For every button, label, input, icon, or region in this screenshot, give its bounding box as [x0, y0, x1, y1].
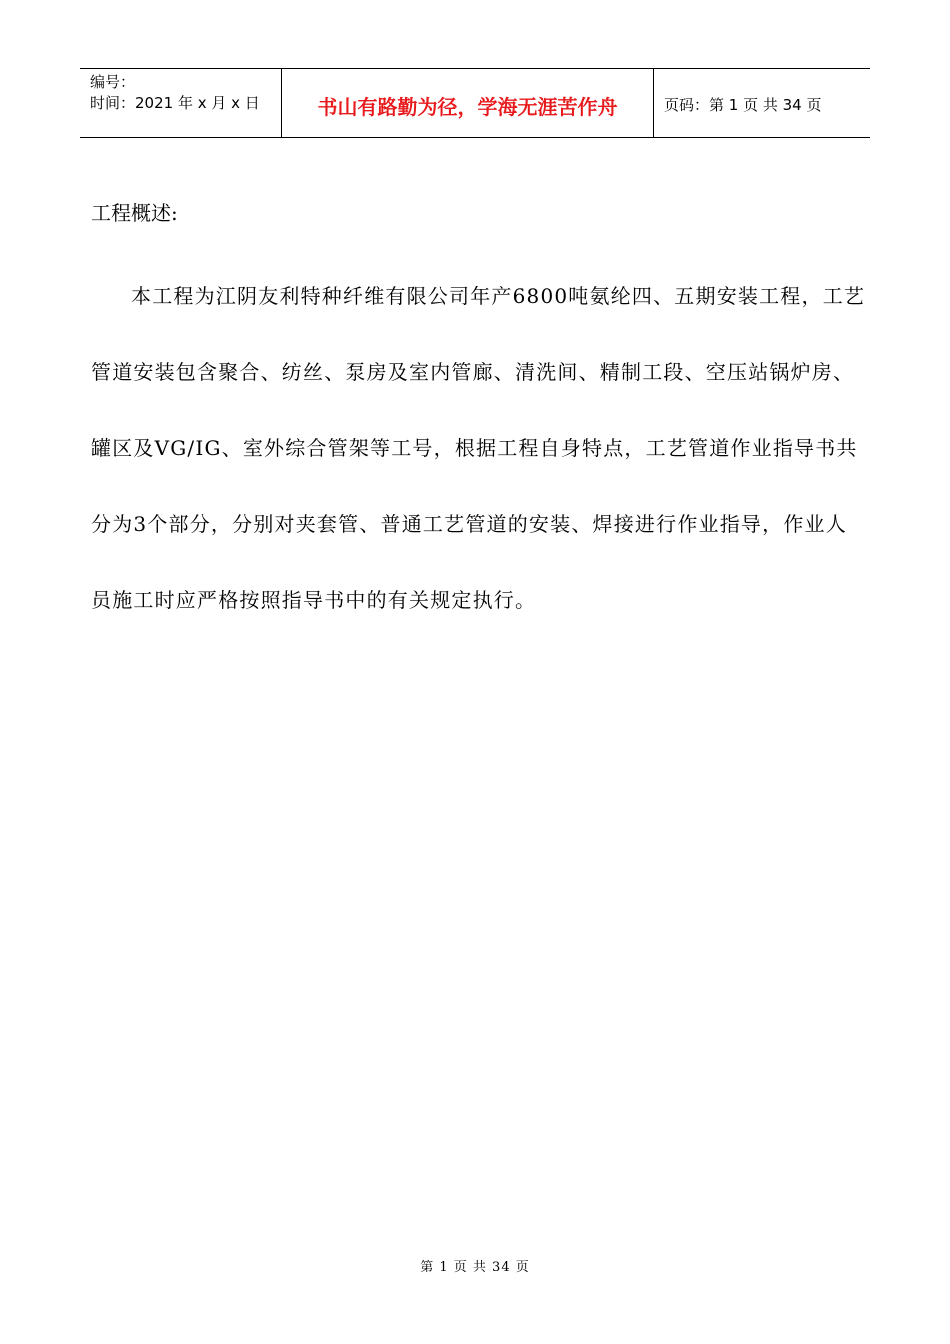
- document-body: [91, 188, 866, 638]
- document-number-label: 编号：: [90, 73, 136, 91]
- header-page-code: 页码：第 1 页 共 34 页: [664, 95, 822, 114]
- motto-text: 书山有路勤为径，学海无涯苦作舟: [317, 94, 618, 119]
- document-date-label: 时间：2021 年 x 月 x 日: [90, 94, 260, 112]
- page-footer: 第 1 页 共 34 页: [420, 1260, 530, 1275]
- page-header: [80, 68, 870, 138]
- section-title: 工程概述:: [91, 201, 178, 225]
- header-page-cell: [654, 69, 870, 137]
- header-motto-cell: [281, 69, 654, 137]
- overview-paragraph: 本工程为江阴友利特种纤维有限公司年产6800吨氨纶四、五期安装工程，工艺管道安装包含聚合、纺丝、泵房及室内管廊、清洗间、精制工段、空压站锅炉房、罐区及VG/IG、室外综合管架等工号，根据工程自身特点，工艺管道作业指导书共分为3个部分，分别对夹套管、普通工艺管道的安装、焊接进行作业指导，作业人员施工时应严格按照指导书中的有关规定执行。: [91, 284, 866, 612]
- header-meta-cell: [80, 69, 281, 137]
